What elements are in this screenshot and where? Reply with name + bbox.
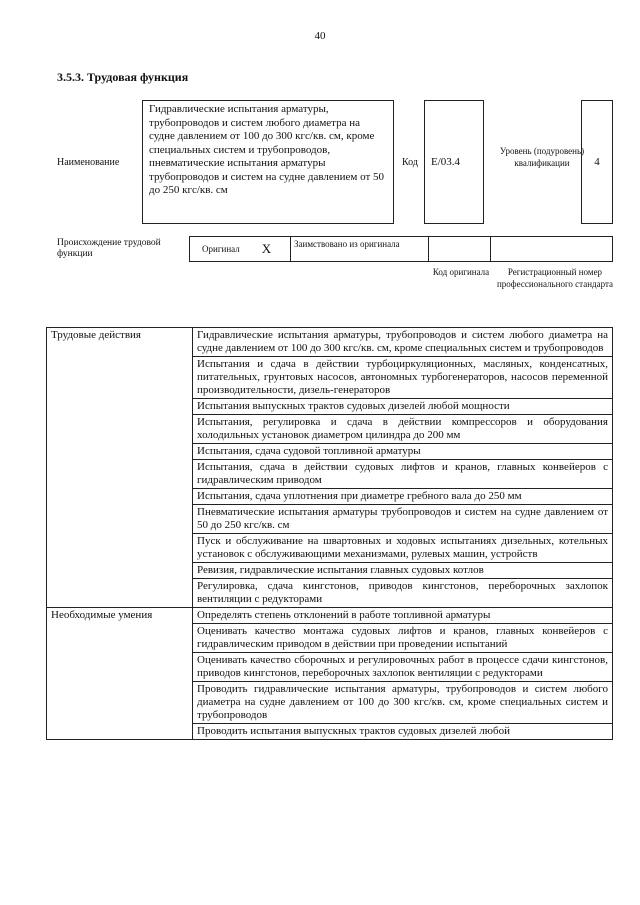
origin-code-cell bbox=[429, 236, 491, 262]
origin-label: Происхождение трудовой функции bbox=[57, 238, 161, 259]
name-label: Наименование bbox=[57, 157, 120, 168]
skill-row bbox=[47, 608, 613, 624]
category-label: Трудовые действия bbox=[47, 328, 193, 608]
table-cell: Гидравлические испытания арматуры, трубопроводов и систем любого диаметра на судне давлением от 100 до 300 кгс/кв. см, кроме специальных систем и трубопроводов bbox=[193, 328, 613, 357]
labor-action-row bbox=[47, 328, 613, 357]
table-cell: Оценивать качество сборочных и регулировочных работ в процессе сдачи кингстонов, приводов кингстонов, переборочных захлопок вентиляции с редукторами bbox=[193, 653, 613, 682]
table-cell: Ревизия, гидравлические испытания главных судовых котлов bbox=[193, 563, 613, 579]
table-cell: Оценивать качество монтажа судовых лифтов и кранов, главных конвейеров с гидравлическим приводом в действии при проведении испытаний bbox=[193, 624, 613, 653]
table-cell: Определять степень отклонений в работе топливной арматуры bbox=[193, 608, 613, 624]
table-cell: Пневматические испытания арматуры трубопроводов и систем на судне давлением от 50 до 250 кгс/кв. см bbox=[193, 505, 613, 534]
table-cell: Испытания, сдача судовой топливной арматуры bbox=[193, 444, 613, 460]
table-cell: Испытания, регулировка и сдача в действии компрессоров и оборудования холодильных установок диаметром цилиндра до 200 мм bbox=[193, 415, 613, 444]
table-cell: Проводить испытания выпускных трактов судовых дизелей любой bbox=[193, 724, 613, 740]
function-table bbox=[46, 327, 613, 740]
code-value-box: E/03.4 bbox=[424, 100, 484, 224]
table-cell: Испытания, сдача в действии судовых лифтов и кранов, главных конвейеров с гидравлическим приводом bbox=[193, 460, 613, 489]
level-label: Уровень (подуровень) квалификации bbox=[499, 146, 585, 168]
table-cell: Испытания, сдача уплотнения при диаметре гребного вала до 250 мм bbox=[193, 489, 613, 505]
original-label: Оригинал bbox=[202, 244, 240, 254]
reg-number-caption: Регистрационный номер профессионального стандарта bbox=[496, 267, 614, 289]
code-label: Код bbox=[402, 157, 418, 168]
category-label: Необходимые умения bbox=[47, 608, 193, 740]
origin-row bbox=[189, 236, 613, 262]
borrowed-cell: Заимствовано из оригинала bbox=[291, 236, 429, 262]
page-number: 40 bbox=[314, 30, 326, 42]
section-title: 3.5.3. Трудовая функция bbox=[57, 70, 189, 84]
origin-reg-cell bbox=[491, 236, 613, 262]
table-cell: Проводить гидравлические испытания арматуры, трубопроводов и систем любого диаметра на судне давлением от 100 до 300 кгс/кв. см, кроме специальных систем и трубопроводов bbox=[193, 682, 613, 724]
table-cell: Испытания выпускных трактов судовых дизелей любой мощности bbox=[193, 399, 613, 415]
table-cell: Пуск и обслуживание на швартовных и ходовых испытаниях дизельных, котельных установок с обслуживающими механизмами, рулевых машин, устройств bbox=[193, 534, 613, 563]
level-value-box: 4 bbox=[581, 100, 613, 224]
original-cell bbox=[189, 236, 291, 262]
original-mark: X bbox=[261, 241, 272, 256]
table-cell: Регулировка, сдача кингстонов, приводов кингстонов, переборочных захлопок вентиляции с редукторами bbox=[193, 579, 613, 608]
function-name-box: Гидравлические испытания арматуры, трубопроводов и систем любого диаметра на судне давлением от 100 до 300 кгс/кв. см, кроме специальных систем и трубопроводов, пневматические испытания арматуры трубопроводов и систем на судне давлением от 50 до 250 кгс/кв. см bbox=[142, 100, 394, 224]
code-original-caption: Код оригинала bbox=[432, 267, 490, 277]
table-cell: Испытания и сдача в действии турбоциркуляционных, масляных, конденсатных, питательных, грунтовых насосов, автономных турбогенераторов, насосов переменной производительности, дизель-генераторов bbox=[193, 357, 613, 399]
